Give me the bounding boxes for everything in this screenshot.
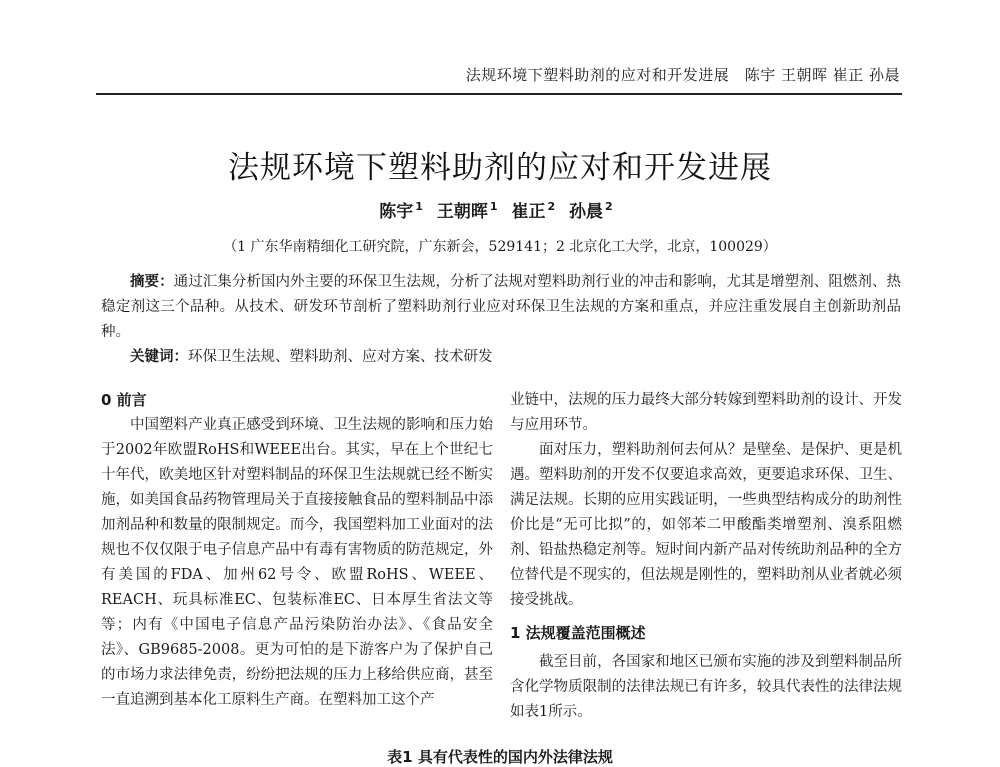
paper-title: 法规环境下塑料助剂的应对和开发进展 [228, 150, 772, 186]
abstract-label: 摘要： [130, 274, 174, 290]
author-name: 崔正 [511, 202, 546, 222]
affiliation: （1 广东华南精细化工研究院，广东新会，529141；2 北京化工大学，北京，100029） [223, 239, 777, 255]
section-heading: 0 前言 [101, 391, 147, 409]
author-affiliation-mark: 2 [547, 200, 556, 214]
keywords-text: 环保卫生法规、塑料助剂、应对方案、技术研发 [188, 349, 493, 365]
paragraph: 截至目前，各国家和地区已颁布实施的涉及到塑料制品所含化学物质限制的法律法规已有许多，较具代表性的法律法规如表1所示。 [510, 654, 902, 720]
running-header: 法规环境下塑料助剂的应对和开发进展 陈宇 王朝晖 崔正 孙晨 [465, 66, 900, 84]
body-column-right [510, 388, 902, 725]
body-column-left [101, 388, 493, 713]
author-list [0, 197, 1000, 222]
author-affiliation-mark: 2 [605, 200, 613, 214]
section-heading: 1 法规覆盖范围概述 [510, 624, 646, 642]
author-affiliation-mark: 1 [415, 200, 423, 214]
author-name: 王朝晖 [436, 202, 488, 222]
table-caption: 表1 具有代表性的国内外法律法规 [387, 748, 613, 766]
header-rule [96, 93, 902, 95]
author-name: 陈宇 [379, 202, 414, 222]
paragraph: 面对压力，塑料助剂何去何从？是壁垒、是保护、更是机遇。塑料助剂的开发不仅要追求高效，更要追求环保、卫生、满足法规。长期的应用实践证明，一些典型结构成分的助剂性价比是“无可比拟”的，如邻苯二甲酸酯类增塑剂、溴系阻燃剂、铅盐热稳定剂等。短时间内新产品对传统助剂品种的全方位替代是不现实的，但法规是刚性的，塑料助剂从业者就必须接受挑战。 [510, 442, 902, 608]
paragraph: 业链中，法规的压力最终大部分转嫁到塑料助剂的设计、开发与应用环节。 [510, 392, 902, 433]
abstract [101, 270, 901, 345]
abstract-text: 通过汇集分析国内外主要的环保卫生法规，分析了法规对塑料助剂行业的冲击和影响，尤其是增塑剂、阻燃剂、热稳定剂这三个品种。从技术、研发环节剖析了塑料助剂行业应对环保卫生法规的方案和重点，并应注重发展自主创新助剂品种。 [101, 274, 902, 340]
author-affiliation-mark: 1 [489, 200, 498, 214]
paragraph: 中国塑料产业真正感受到环境、卫生法规的影响和压力始于2002年欧盟RoHS和WEEE出台。其实，早在上个世纪七十年代，欧美地区针对塑料制品的环保卫生法规就已经不断实施，如美国食品药物管理局关于直接接触食品的塑料制品中添加剂品种和数量的限制规定。而今，我国塑料加工业面对的法规也不仅仅限于电子信息产品中有毒有害物质的防范规定，外有美国的FDA、加州62号令、欧盟RoHS、WEEE、REACH、玩具标准EC、包装标准EC、日本厚生省法文等等；内有《中国电子信息产品污染防治办法》、《食品安全法》、GB9685-2008。更为可怕的是下游客户为了保护自己的市场力求法律免责，纷纷把法规的压力上移给供应商，甚至一直追溯到基本化工原料生产商。在塑料加工这个产 [101, 417, 493, 708]
keywords [101, 345, 901, 370]
keywords-label: 关键词： [130, 349, 188, 365]
author-name: 孙晨 [569, 202, 604, 222]
